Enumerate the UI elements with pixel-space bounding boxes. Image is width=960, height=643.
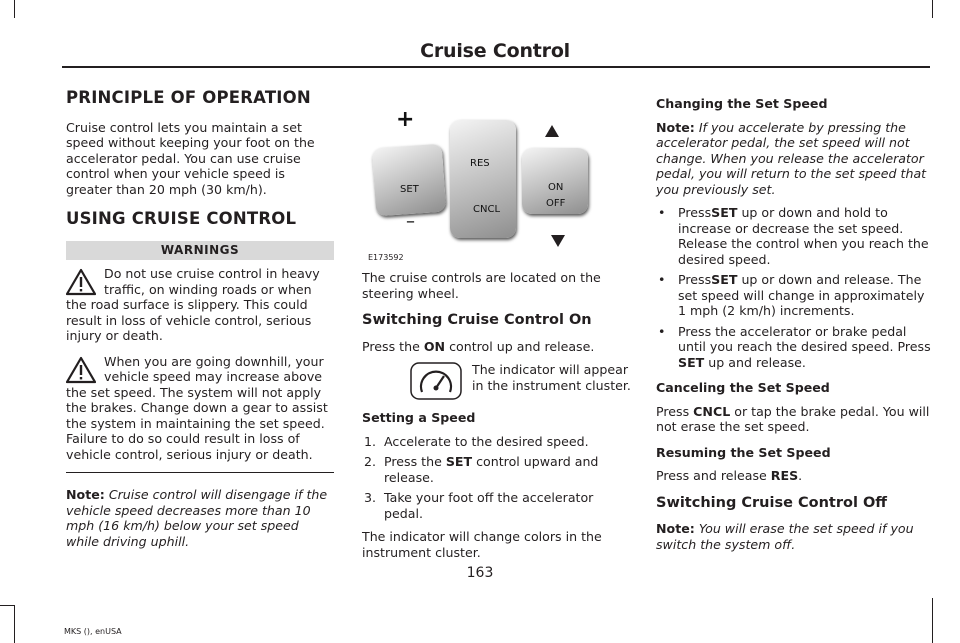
crop-mark [0, 605, 14, 606]
step-text: Accelerate to the desired speed. [384, 433, 589, 449]
heading-switching-off: Switching Cruise Control Off [656, 494, 888, 511]
step-item [362, 434, 632, 450]
heading-changing-set-speed: Changing the Set Speed [656, 96, 828, 111]
resume-bold: RES [770, 468, 799, 483]
column-1 [66, 90, 334, 557]
heading-principle-of-operation: PRINCIPLE OF OPERATION [66, 88, 311, 107]
on-bold: ON [423, 338, 446, 354]
bullet-text: Press [678, 205, 712, 220]
warning-2-text: When you are going downhill, your vehicle speed may increase above the set speed. The system will not apply the brakes. Change down a gear to assist the system in maintaining the set speed. Failure to do so could result in loss of vehicle control, serious injury or death. [66, 353, 328, 462]
note-accelerate [656, 120, 931, 198]
figure-code: E173592 [368, 253, 404, 262]
warning-2 [66, 354, 334, 463]
step-item [362, 490, 632, 521]
step-number: 2. [364, 454, 377, 469]
heading-setting-speed: Setting a Speed [362, 410, 476, 425]
bullet-item [656, 205, 931, 267]
arrow-up-icon [544, 124, 560, 138]
note-text: Cruise control will disengage if the vehicle speed decreases more than 10 mph (16 km/h) below your set speed while driving uphill. [66, 487, 328, 549]
indicator-row [362, 362, 632, 400]
switch-on-instruction [362, 339, 632, 355]
step-bold: SET [445, 454, 473, 469]
bullet-text: Press [678, 272, 712, 287]
warning-1-text: Do not use cruise control in heavy traffic, on winding roads or when the road surface is slippery. This could result in loss of vehicle control, serious injury or death. [66, 266, 320, 343]
controls-location-paragraph: The cruise controls are located on the steering wheel. [362, 270, 601, 301]
bullet-bold: SET [711, 205, 738, 220]
warning-1 [66, 266, 334, 344]
indicator-change-paragraph: The indicator will change colors in the instrument cluster. [362, 529, 602, 560]
arrow-down-icon [550, 234, 566, 248]
set-button-illustration [372, 144, 447, 217]
heading-resuming: Resuming the Set Speed [656, 444, 831, 460]
bullet-bold: SET [711, 272, 738, 287]
warning-triangle-icon [66, 268, 96, 296]
header-rule [62, 66, 930, 68]
cruise-control-switch-illustration [362, 90, 632, 262]
bullet-text: Press the accelerator or brake pedal until you reach the desired speed. Press [678, 323, 931, 354]
cancel-bold: CNCL [693, 403, 731, 419]
heading-canceling: Canceling the Set Speed [656, 380, 830, 395]
res-cncl-button-illustration [450, 120, 516, 238]
plus-label: + [396, 107, 415, 132]
warning-triangle-icon [66, 356, 96, 384]
bullet-marker: • [658, 205, 666, 220]
warnings-divider [66, 472, 334, 473]
note-label: Note: [656, 119, 695, 135]
change-speed-bullets [656, 205, 931, 370]
resume-post: . [798, 468, 803, 483]
crop-mark [14, 605, 15, 643]
note-text: You will erase the set speed if you switch the system off. [656, 521, 914, 552]
note-erase [656, 521, 931, 552]
cncl-label: CNCL [473, 204, 501, 215]
principle-paragraph: Cruise control lets you maintain a set speed without keeping your foot on the accelerator pedal. You can use cruise control when your vehicle speed is greater than 20 mph (30 km/h). [66, 119, 315, 197]
note-label: Note: [66, 487, 105, 502]
bullet-item [656, 324, 931, 371]
cruise-indicator-icon [410, 362, 462, 400]
minus-label: – [406, 211, 415, 232]
page-header-title: Cruise Control [420, 40, 570, 62]
bullet-text-post: up or down and release. The set speed will change in approximately 1 mph (2 km/h) increments. [678, 272, 925, 318]
bullet-text-post: up and release. [708, 354, 806, 370]
on-label: ON [548, 182, 564, 193]
page-number: 163 [466, 565, 494, 581]
bullet-text-post: up or down and hold to increase or decrease the set speed. Release the control when you reach the desired speed. [678, 205, 929, 267]
off-label: OFF [546, 198, 566, 209]
step-number: 3. [364, 490, 377, 505]
step-text: Press the [384, 454, 442, 469]
column-3 [656, 96, 931, 560]
resume-pre: Press and release [656, 468, 767, 483]
crop-mark [932, 0, 933, 18]
step-text: Take your foot off the accelerator pedal. [384, 490, 594, 521]
resume-paragraph [656, 468, 931, 484]
press-the-text: Press the [362, 338, 420, 354]
crop-mark [932, 598, 933, 643]
note-text: If you accelerate by pressing the accelerator pedal, the set speed will not change. When you release the accelerator pedal, you will return to the set speed that you previously set. [656, 119, 927, 197]
note-disengage [66, 487, 334, 549]
cancel-pre: Press [656, 403, 690, 419]
step-text-post: control upward and release. [384, 454, 599, 485]
res-label: RES [470, 158, 490, 169]
press-rest-text: control up and release. [449, 338, 595, 354]
cancel-post: or tap the brake pedal. You will not erase the set speed. [656, 403, 930, 434]
bullet-item [656, 272, 931, 319]
heading-using-cruise-control: USING CRUISE CONTROL [66, 209, 297, 228]
document-code: MKS (), enUSA [64, 627, 122, 636]
warnings-label: WARNINGS [66, 241, 334, 261]
note-label: Note: [656, 521, 695, 536]
bullet-bold: SET [678, 354, 705, 370]
column-2 [362, 90, 632, 568]
cancel-paragraph [656, 404, 931, 435]
crop-mark [14, 0, 15, 18]
set-label: SET [400, 184, 419, 195]
setting-steps [362, 434, 632, 522]
indicator-text: The indicator will appear in the instrument cluster. [472, 362, 631, 393]
step-number: 1. [364, 433, 377, 449]
bullet-marker: • [658, 323, 666, 339]
heading-switching-on: Switching Cruise Control On [362, 312, 592, 328]
bullet-marker: • [658, 272, 666, 287]
step-item [362, 454, 632, 485]
